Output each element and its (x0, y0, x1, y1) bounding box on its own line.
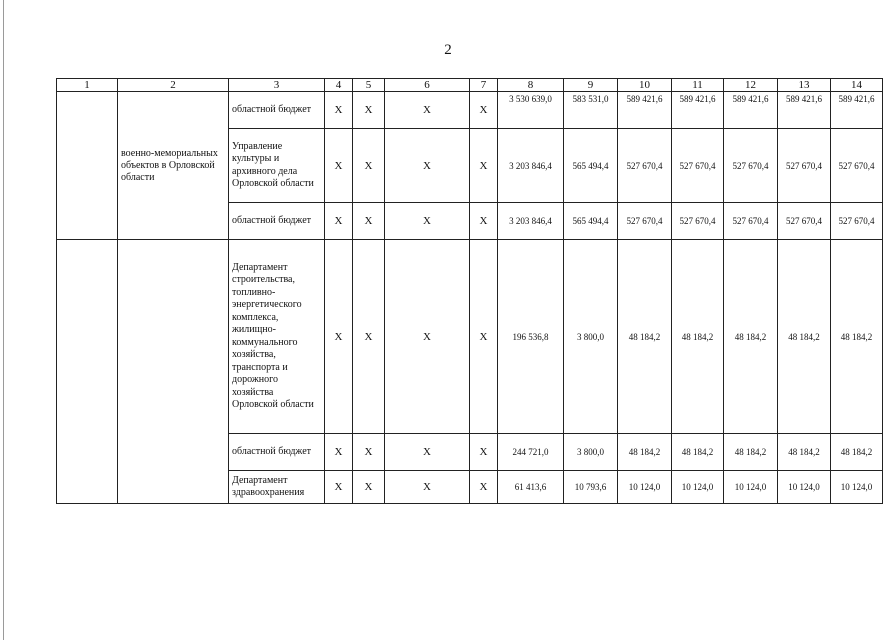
amount-cell: 48 184,2 (618, 240, 672, 434)
flag-cell: X (353, 203, 385, 240)
flag-cell: X (353, 471, 385, 504)
amount-cell: 3 203 846,4 (498, 129, 564, 203)
amount-cell: 48 184,2 (778, 240, 831, 434)
budget-table (56, 78, 883, 504)
flag-cell: X (325, 92, 353, 129)
flag-cell: X (353, 92, 385, 129)
funding-source-cell: областной бюджет (229, 434, 325, 471)
object-name-cell (118, 240, 229, 504)
column-header: 2 (118, 79, 229, 92)
amount-cell: 3 800,0 (564, 434, 618, 471)
flag-cell: X (385, 203, 470, 240)
amount-cell: 10 124,0 (724, 471, 778, 504)
column-header: 6 (385, 79, 470, 92)
flag-cell: X (385, 434, 470, 471)
amount-cell: 589 421,6 (618, 92, 672, 129)
flag-cell: X (353, 129, 385, 203)
funding-source-cell: Департамент строительства, топливно-энергетического комплекса, жилищно-коммунального хозяйства, транспорта и дорожного хозяйства Орловской области (229, 240, 325, 434)
amount-cell: 10 124,0 (831, 471, 883, 504)
flag-cell: X (385, 471, 470, 504)
column-header: 12 (724, 79, 778, 92)
amount-cell: 196 536,8 (498, 240, 564, 434)
flag-cell: X (325, 434, 353, 471)
amount-cell: 48 184,2 (778, 434, 831, 471)
object-name-cell: военно-мемориальных объектов в Орловской области (118, 92, 229, 240)
flag-cell: X (470, 471, 498, 504)
amount-cell: 527 670,4 (831, 129, 883, 203)
funding-source-cell: Департамент здравоохранения (229, 471, 325, 504)
column-header: 7 (470, 79, 498, 92)
amount-cell: 565 494,4 (564, 203, 618, 240)
amount-cell: 10 793,6 (564, 471, 618, 504)
amount-cell: 583 531,0 (564, 92, 618, 129)
column-header: 3 (229, 79, 325, 92)
amount-cell: 589 421,6 (672, 92, 724, 129)
amount-cell: 48 184,2 (724, 240, 778, 434)
flag-cell: X (353, 240, 385, 434)
table-row (57, 92, 883, 129)
amount-cell: 527 670,4 (724, 129, 778, 203)
flag-cell: X (325, 129, 353, 203)
amount-cell: 3 530 639,0 (498, 92, 564, 129)
scan-edge-line (3, 0, 4, 640)
column-header: 4 (325, 79, 353, 92)
flag-cell: X (385, 240, 470, 434)
flag-cell: X (385, 92, 470, 129)
amount-cell: 527 670,4 (672, 129, 724, 203)
flag-cell: X (325, 240, 353, 434)
page-number: 2 (444, 42, 452, 58)
group-number-cell (57, 92, 118, 240)
flag-cell: X (385, 129, 470, 203)
amount-cell: 10 124,0 (778, 471, 831, 504)
group-number-cell (57, 240, 118, 504)
amount-cell: 527 670,4 (778, 129, 831, 203)
flag-cell: X (353, 434, 385, 471)
column-header: 10 (618, 79, 672, 92)
flag-cell: X (470, 203, 498, 240)
amount-cell: 244 721,0 (498, 434, 564, 471)
amount-cell: 565 494,4 (564, 129, 618, 203)
amount-cell: 48 184,2 (672, 434, 724, 471)
funding-source-cell: областной бюджет (229, 92, 325, 129)
column-header: 14 (831, 79, 883, 92)
amount-cell: 527 670,4 (724, 203, 778, 240)
flag-cell: X (470, 129, 498, 203)
column-header: 9 (564, 79, 618, 92)
column-header: 13 (778, 79, 831, 92)
amount-cell: 527 670,4 (672, 203, 724, 240)
flag-cell: X (470, 434, 498, 471)
amount-cell: 589 421,6 (831, 92, 883, 129)
funding-source-cell: областной бюджет (229, 203, 325, 240)
flag-cell: X (325, 203, 353, 240)
column-header: 1 (57, 79, 118, 92)
amount-cell: 527 670,4 (778, 203, 831, 240)
amount-cell: 589 421,6 (724, 92, 778, 129)
flag-cell: X (470, 240, 498, 434)
column-header: 5 (353, 79, 385, 92)
table-row (57, 240, 883, 434)
column-number-row (57, 79, 883, 92)
amount-cell: 527 670,4 (618, 129, 672, 203)
amount-cell: 48 184,2 (724, 434, 778, 471)
amount-cell: 61 413,6 (498, 471, 564, 504)
amount-cell: 3 203 846,4 (498, 203, 564, 240)
amount-cell: 10 124,0 (672, 471, 724, 504)
amount-cell: 589 421,6 (778, 92, 831, 129)
amount-cell: 10 124,0 (618, 471, 672, 504)
flag-cell: X (470, 92, 498, 129)
amount-cell: 3 800,0 (564, 240, 618, 434)
flag-cell: X (325, 471, 353, 504)
funding-source-cell: Управление культуры и архивного дела Орловской области (229, 129, 325, 203)
column-header: 11 (672, 79, 724, 92)
amount-cell: 48 184,2 (672, 240, 724, 434)
amount-cell: 48 184,2 (831, 434, 883, 471)
amount-cell: 48 184,2 (618, 434, 672, 471)
amount-cell: 527 670,4 (618, 203, 672, 240)
column-header: 8 (498, 79, 564, 92)
amount-cell: 527 670,4 (831, 203, 883, 240)
amount-cell: 48 184,2 (831, 240, 883, 434)
